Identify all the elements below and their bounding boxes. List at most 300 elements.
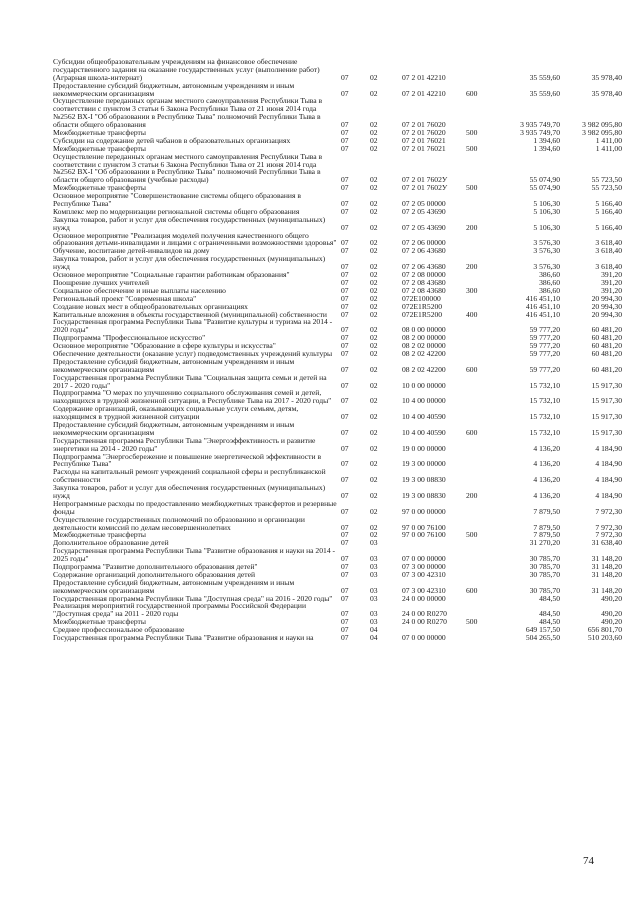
amount-year-2: 510 203,60 <box>587 634 622 642</box>
section-code: 07 <box>341 626 349 635</box>
target-item-code: 07 2 01 76020 <box>402 129 446 137</box>
amount-year-1: 504 265,50 <box>525 634 560 642</box>
amount-year-2: 15 917,30 <box>591 412 622 421</box>
target-item-code: 072E1R5200 <box>402 302 443 311</box>
target-item-code: 07 3 00 00000 <box>402 563 446 571</box>
section-code: 07 <box>341 334 349 343</box>
section-code: 07 <box>341 325 349 335</box>
subsection-code: 02 <box>370 184 378 193</box>
row-name: Государственная программа Республики Тыва "Развитие культуры и туризма на 2014 - 2020 годы" <box>53 318 333 335</box>
target-item-code: 07 2 01 42210 <box>402 72 446 82</box>
section-code: 07 <box>341 539 349 548</box>
subsection-code: 02 <box>370 120 378 130</box>
row-name: Межбюджетные трансферты <box>53 144 146 153</box>
amount-year-2: 31 638,40 <box>591 539 622 548</box>
amount-year-2: 7 972,30 <box>595 522 622 532</box>
budget-table-body <box>52 58 623 642</box>
target-item-code: 07 2 01 76021 <box>402 136 446 145</box>
subsection-code: 02 <box>370 475 378 485</box>
row-name: Межбюджетные трансферты <box>53 531 146 540</box>
subsection-code: 03 <box>370 585 378 595</box>
expense-type-code <box>465 571 501 579</box>
section-code: 07 <box>341 271 349 279</box>
target-item-code: 07 2 08 43680 <box>402 278 446 287</box>
amount-year-1: 55 074,90 <box>529 184 560 193</box>
subsection-code: 02 <box>370 325 378 335</box>
amount-year-2: 656 801,70 <box>587 626 622 635</box>
subsection-code: 02 <box>370 364 378 374</box>
row-name: Основное мероприятие "Образование в сфере культуры и искусства" <box>53 342 276 350</box>
subsection-code: 02 <box>370 334 378 343</box>
amount-year-1: 3 576,30 <box>533 262 560 272</box>
subsection-code: 02 <box>370 207 378 216</box>
section-code: 07 <box>341 120 349 130</box>
subsection-code: 02 <box>370 294 378 303</box>
section-code: 07 <box>341 396 349 406</box>
row-name: Предоставление субсидий бюджетным, автономным учреждениям и иным некоммерческим организациям <box>53 357 295 374</box>
table-row <box>52 311 623 319</box>
amount-year-1: 4 136,20 <box>533 443 560 453</box>
subsection-code: 02 <box>370 427 378 437</box>
section-code: 07 <box>341 199 349 208</box>
amount-year-2: 20 994,30 <box>591 310 622 319</box>
expense-type-code <box>465 453 501 469</box>
expense-type-code: 400 <box>466 310 478 319</box>
subsection-code: 03 <box>370 554 378 563</box>
amount-year-1: 35 559,60 <box>529 88 560 98</box>
subsection-code: 03 <box>370 570 378 579</box>
expense-type-code: 500 <box>466 129 478 137</box>
amount-year-2: 55 723,50 <box>591 175 622 185</box>
amount-year-2: 31 148,20 <box>591 563 622 571</box>
amount-year-1: 30 785,70 <box>529 570 560 579</box>
section-code: 07 <box>341 475 349 485</box>
amount-year-2: 4 184,90 <box>595 459 622 469</box>
amount-year-1: 30 785,70 <box>529 554 560 563</box>
subsection-code: 02 <box>370 310 378 319</box>
section-code: 07 <box>341 349 349 358</box>
amount-year-2: 55 723,50 <box>591 184 622 193</box>
amount-year-1: 3 935 749,70 <box>520 129 560 137</box>
amount-year-2: 5 166,40 <box>595 199 622 208</box>
expense-type-code: 600 <box>466 364 478 374</box>
table-row <box>52 531 623 539</box>
table-row <box>52 247 623 255</box>
expense-type-code <box>465 437 501 453</box>
section-code: 07 <box>341 72 349 82</box>
expense-type-code: 600 <box>466 88 478 98</box>
amount-year-1: 3 576,30 <box>533 238 560 248</box>
expense-type-code <box>465 295 501 303</box>
target-item-code: 10 0 00 00000 <box>402 380 446 390</box>
table-row <box>52 468 623 484</box>
amount-year-2: 490,20 <box>601 594 622 603</box>
target-item-code: 07 3 00 42310 <box>402 585 446 595</box>
amount-year-2: 4 184,90 <box>595 490 622 500</box>
expense-type-code <box>465 192 501 208</box>
amount-year-1: 30 785,70 <box>529 563 560 571</box>
table-row <box>52 342 623 350</box>
subsection-code: 02 <box>370 129 378 137</box>
amount-year-1: 386,60 <box>539 286 560 295</box>
subsection-code: 02 <box>370 286 378 295</box>
target-item-code: 19 3 00 08830 <box>402 475 446 485</box>
row-name: Государственная программа Республики Тыва "Доступная среда" на 2016 - 2020 годы" <box>53 594 333 603</box>
amount-year-1: 35 559,60 <box>529 72 560 82</box>
section-code: 07 <box>341 294 349 303</box>
row-name: Расходы на капитальный ремонт учреждений социальной сферы и республиканской собственности <box>53 468 326 485</box>
target-item-code: 07 2 06 43680 <box>402 247 446 256</box>
subsection-code: 02 <box>370 443 378 453</box>
row-name: Основное мероприятие "Совершенствование системы общего образования в Республике Тыва" <box>53 192 301 208</box>
subsection-code: 02 <box>370 144 378 153</box>
subsection-code: 02 <box>370 271 378 279</box>
expense-type-code <box>465 279 501 287</box>
table-row <box>52 137 623 145</box>
expense-type-code <box>465 58 501 82</box>
expense-type-code <box>465 318 501 334</box>
table-row <box>52 279 623 287</box>
target-item-code: 07 2 05 43690 <box>402 222 446 232</box>
subsection-code: 02 <box>370 490 378 500</box>
amount-year-2: 3 618,40 <box>595 262 622 272</box>
row-name: Субсидии на содержание детей чабанов в образовательных организациях <box>53 136 291 145</box>
amount-year-1: 416 451,10 <box>525 294 560 303</box>
section-code: 07 <box>341 262 349 272</box>
amount-year-1: 386,60 <box>539 278 560 287</box>
row-name: Предоставление субсидий бюджетным, автономным учреждениям и иным некоммерческим организациям <box>53 578 295 595</box>
table-row <box>52 539 623 547</box>
target-item-code: 19 3 00 08830 <box>402 490 446 500</box>
amount-year-1: 30 785,70 <box>529 585 560 595</box>
table-row <box>52 232 623 248</box>
subsection-code: 02 <box>370 506 378 516</box>
target-item-code: 08 2 02 42200 <box>402 364 446 374</box>
amount-year-2: 60 481,20 <box>591 364 622 374</box>
target-item-code: 07 2 06 43680 <box>402 262 446 272</box>
table-row <box>52 129 623 137</box>
table-row <box>52 358 623 374</box>
expense-type-code <box>465 303 501 311</box>
target-item-code: 07 0 00 00000 <box>402 634 446 642</box>
amount-year-2: 35 978,40 <box>591 72 622 82</box>
subsection-code: 02 <box>370 522 378 532</box>
subsection-code: 02 <box>370 302 378 311</box>
amount-year-2: 4 184,90 <box>595 475 622 485</box>
expense-type-code: 300 <box>466 286 478 295</box>
target-item-code: 07 2 01 7602У <box>402 184 448 193</box>
subsection-code: 02 <box>370 238 378 248</box>
section-code: 07 <box>341 563 349 571</box>
subsection-code: 03 <box>370 563 378 571</box>
table-row <box>52 255 623 271</box>
row-name: Закупка товаров, работ и услуг для обеспечения государственных (муниципальных) нужд <box>53 255 326 272</box>
table-row <box>52 421 623 437</box>
row-name: Региональный проект "Современная школа" <box>53 294 197 303</box>
section-code: 07 <box>341 144 349 153</box>
target-item-code: 97 0 00 00000 <box>402 506 446 516</box>
table-row <box>52 374 623 390</box>
row-name: Комплекс мер по модернизации региональной системы общего образования <box>53 207 300 216</box>
target-item-code: 24 0 00 R0270 <box>402 618 447 627</box>
amount-year-2: 20 994,30 <box>591 302 622 311</box>
table-row <box>52 97 623 129</box>
amount-year-2: 15 917,30 <box>591 380 622 390</box>
amount-year-2: 31 148,20 <box>591 585 622 595</box>
target-item-code: 07 2 05 00000 <box>402 199 446 208</box>
row-name: Осуществление переданных органам местного самоуправления Республики Тыва в соответствии с пунктом 3 статьи 6 Закона Республики Тыва от 21 июня 2014 года №2562 ВХ-I "Об образовании в Республике Тыва" полномочий Республики Тыва в области общего образования <box>53 97 323 130</box>
row-name: Подпрограмма "О мерах по улучшению социального обслуживания семей и детей, находящихся в трудной жизненной ситуации, в Республике Тыва на 2017 - 2020 годы" <box>53 389 332 406</box>
expense-type-code: 500 <box>466 144 478 153</box>
row-name: Создание новых мест в общеобразовательных организациях <box>53 302 248 311</box>
table-row <box>52 437 623 453</box>
row-name: Основное мероприятие "Социальные гарантии работникам образования" <box>53 271 290 279</box>
table-row <box>52 334 623 342</box>
target-item-code: 08 0 00 00000 <box>402 325 446 335</box>
amount-year-2: 391,20 <box>601 278 622 287</box>
table-row <box>52 145 623 153</box>
subsection-code: 03 <box>370 609 378 619</box>
table-row <box>52 563 623 571</box>
table-row <box>52 634 623 642</box>
expense-type-code <box>465 153 501 185</box>
target-item-code: 10 4 00 40590 <box>402 412 446 421</box>
expense-type-code <box>465 602 501 618</box>
expense-type-code <box>465 539 501 547</box>
target-item-code: 10 4 00 40590 <box>402 427 446 437</box>
section-code: 07 <box>341 342 349 350</box>
row-name: Капитальные вложения в объекты государственной (муниципальной) собственности <box>53 310 327 319</box>
row-name: Закупка товаров, работ и услуг для обеспечения государственных (муниципальных) нужд <box>53 215 326 232</box>
section-code: 07 <box>341 427 349 437</box>
section-code: 07 <box>341 238 349 248</box>
amount-year-1: 4 136,20 <box>533 475 560 485</box>
subsection-code: 04 <box>370 634 378 642</box>
amount-year-2: 3 618,40 <box>595 238 622 248</box>
amount-year-1: 59 777,20 <box>529 342 560 350</box>
amount-year-2: 60 481,20 <box>591 334 622 343</box>
amount-year-2: 391,20 <box>601 286 622 295</box>
subsection-code: 02 <box>370 199 378 208</box>
target-item-code: 07 2 01 76020 <box>402 120 446 130</box>
row-name: Основное мероприятие "Реализация моделей получения качественного общего образования детьми-инвалидами и лицами с ограниченными возможностями здоровья" <box>53 231 337 248</box>
row-name: Социальное обеспечение и иные выплаты населению <box>53 286 226 295</box>
expense-type-code: 200 <box>466 262 478 272</box>
amount-year-2: 490,20 <box>601 618 622 627</box>
target-item-code: 072E100000 <box>402 294 441 303</box>
expense-type-code <box>465 468 501 484</box>
budget-table <box>52 58 623 642</box>
amount-year-1: 15 732,10 <box>529 412 560 421</box>
section-code: 07 <box>341 506 349 516</box>
section-code: 07 <box>341 184 349 193</box>
section-code: 07 <box>341 412 349 421</box>
subsection-code: 03 <box>370 594 378 603</box>
table-row <box>52 184 623 192</box>
amount-year-2: 60 481,20 <box>591 349 622 358</box>
target-item-code: 97 0 00 76100 <box>402 522 446 532</box>
target-item-code: 07 2 01 76021 <box>402 144 446 153</box>
row-name: Межбюджетные трансферты <box>53 618 146 627</box>
subsection-code: 04 <box>370 626 378 635</box>
row-name: Предоставление субсидий бюджетным, автономным учреждениям и иным некоммерческим организациям <box>53 420 295 437</box>
target-item-code: 08 2 02 42200 <box>402 349 446 358</box>
subsection-code: 02 <box>370 278 378 287</box>
subsection-code: 02 <box>370 380 378 390</box>
amount-year-1: 7 879,50 <box>533 506 560 516</box>
table-row <box>52 271 623 279</box>
amount-year-1: 15 732,10 <box>529 427 560 437</box>
target-item-code: 07 2 06 00000 <box>402 238 446 248</box>
table-row <box>52 579 623 595</box>
amount-year-1: 59 777,20 <box>529 334 560 343</box>
amount-year-1: 386,60 <box>539 271 560 279</box>
amount-year-2: 490,20 <box>601 609 622 619</box>
page-number: 74 <box>583 855 594 867</box>
table-row <box>52 192 623 208</box>
table-row <box>52 516 623 532</box>
expense-type-code: 500 <box>466 618 478 627</box>
section-code: 07 <box>341 634 349 642</box>
table-row <box>52 547 623 563</box>
expense-type-code <box>465 137 501 145</box>
table-row <box>52 208 623 216</box>
target-item-code <box>401 539 465 547</box>
table-row <box>52 618 623 626</box>
expense-type-code <box>465 626 501 634</box>
amount-year-1: 4 136,20 <box>533 459 560 469</box>
section-code: 07 <box>341 522 349 532</box>
table-row <box>52 82 623 98</box>
section-code: 07 <box>341 207 349 216</box>
row-name: Субсидии общеобразовательным учреждениям на финансовое обеспечение государственного задания на оказание государственных услуг (выполнение работ) (Аграрная школа-интернат) <box>53 58 320 82</box>
table-row <box>52 58 623 82</box>
section-code: 07 <box>341 88 349 98</box>
section-code: 07 <box>341 247 349 256</box>
expense-type-code <box>465 247 501 255</box>
amount-year-1: 55 074,90 <box>529 175 560 185</box>
target-item-code: 10 4 00 00000 <box>402 396 446 406</box>
expense-type-code <box>465 232 501 248</box>
target-item-code: 08 2 00 00000 <box>402 334 446 343</box>
section-code: 07 <box>341 278 349 287</box>
amount-year-1: 3 576,30 <box>533 247 560 256</box>
target-item-code: 07 3 00 42310 <box>402 570 446 579</box>
subsection-code: 03 <box>370 618 378 627</box>
amount-year-1: 31 270,20 <box>529 539 560 548</box>
amount-year-1: 15 732,10 <box>529 396 560 406</box>
amount-year-2: 15 917,30 <box>591 427 622 437</box>
subsection-code: 02 <box>370 262 378 272</box>
target-item-code: 072E1R5200 <box>402 310 443 319</box>
amount-year-2: 3 982 095,80 <box>582 129 622 137</box>
amount-year-2: 60 481,20 <box>591 342 622 350</box>
amount-year-2: 31 148,20 <box>591 554 622 563</box>
section-code: 07 <box>341 554 349 563</box>
subsection-code: 02 <box>370 222 378 232</box>
subsection-code: 02 <box>370 412 378 421</box>
expense-type-code: 600 <box>466 585 478 595</box>
target-item-code: 19 0 00 00000 <box>402 443 446 453</box>
target-item-code: 08 2 02 00000 <box>402 342 446 350</box>
row-name: Содержание организаций, оказывающих социальные услуги семьям, детям, находящимся в трудной жизненной ситуации <box>53 405 299 421</box>
amount-year-1: 59 777,20 <box>529 364 560 374</box>
amount-year-2: 60 481,20 <box>591 325 622 335</box>
section-code: 07 <box>341 585 349 595</box>
subsection-code: 02 <box>370 247 378 256</box>
expense-type-code <box>465 334 501 342</box>
section-code: 07 <box>341 310 349 319</box>
amount-year-1: 416 451,10 <box>525 302 560 311</box>
expense-type-code <box>465 350 501 358</box>
table-row <box>52 350 623 358</box>
row-name: Государственная программа Республики Тыва "Развитие образования и науки на 2014 - 2025 годы" <box>53 547 336 563</box>
subsection-code: 02 <box>370 342 378 350</box>
expense-type-code <box>465 500 501 516</box>
subsection-code: 02 <box>370 136 378 145</box>
section-code: 07 <box>341 175 349 185</box>
expense-type-code <box>465 595 501 603</box>
section-code: 07 <box>341 594 349 603</box>
row-name: Поощрение лучших учителей <box>53 278 150 287</box>
expense-type-code: 500 <box>466 531 478 540</box>
row-name: Закупка товаров, работ и услуг для обеспечения государственных (муниципальных) нужд <box>53 484 326 500</box>
target-item-code <box>401 626 465 634</box>
section-code: 07 <box>341 364 349 374</box>
target-item-code: 07 2 05 43690 <box>402 207 446 216</box>
target-item-code: 07 2 01 7602У <box>402 175 448 185</box>
table-row <box>52 153 623 185</box>
amount-year-2: 391,20 <box>601 271 622 279</box>
expense-type-code <box>465 208 501 216</box>
expense-type-code <box>465 374 501 390</box>
target-item-code: 07 0 00 00000 <box>402 554 446 563</box>
amount-year-1: 484,50 <box>539 594 560 603</box>
section-code: 07 <box>341 222 349 232</box>
row-name: Реализация мероприятий государственной программы Российской Федерации "Доступная среда" на 2011 - 2020 годы <box>53 602 307 619</box>
section-code: 07 <box>341 609 349 619</box>
amount-year-2: 1 411,00 <box>595 136 622 145</box>
amount-year-2: 3 982 095,80 <box>582 120 622 130</box>
amount-year-2: 7 972,30 <box>595 506 622 516</box>
table-row <box>52 500 623 516</box>
expense-type-code <box>465 389 501 405</box>
target-item-code: 97 0 00 76100 <box>402 531 446 540</box>
amount-year-1: 3 935 749,70 <box>520 120 560 130</box>
section-code: 07 <box>341 618 349 627</box>
table-row <box>52 287 623 295</box>
expense-type-code <box>465 97 501 129</box>
subsection-code: 02 <box>370 349 378 358</box>
target-item-code: 07 2 08 00000 <box>402 271 446 279</box>
section-code: 07 <box>341 490 349 500</box>
section-code: 07 <box>341 570 349 579</box>
amount-year-1: 4 136,20 <box>533 490 560 500</box>
table-row <box>52 602 623 618</box>
amount-year-1: 5 106,30 <box>533 199 560 208</box>
row-name: Подпрограмма "Энергосбережение и повышение энергетической эффективности в Республике Тыва" <box>53 452 322 469</box>
expense-type-code <box>465 342 501 350</box>
expense-type-code <box>465 634 501 642</box>
amount-year-2: 20 994,30 <box>591 294 622 303</box>
expense-type-code <box>465 271 501 279</box>
section-code: 07 <box>341 459 349 469</box>
row-name: Государственная программа Республики Тыва "Развитие образования и науки на <box>53 634 314 642</box>
target-item-code: 24 0 00 R0270 <box>402 609 447 619</box>
expense-type-code: 500 <box>466 184 478 193</box>
row-name: Межбюджетные трансферты <box>53 129 146 137</box>
section-code: 07 <box>341 302 349 311</box>
